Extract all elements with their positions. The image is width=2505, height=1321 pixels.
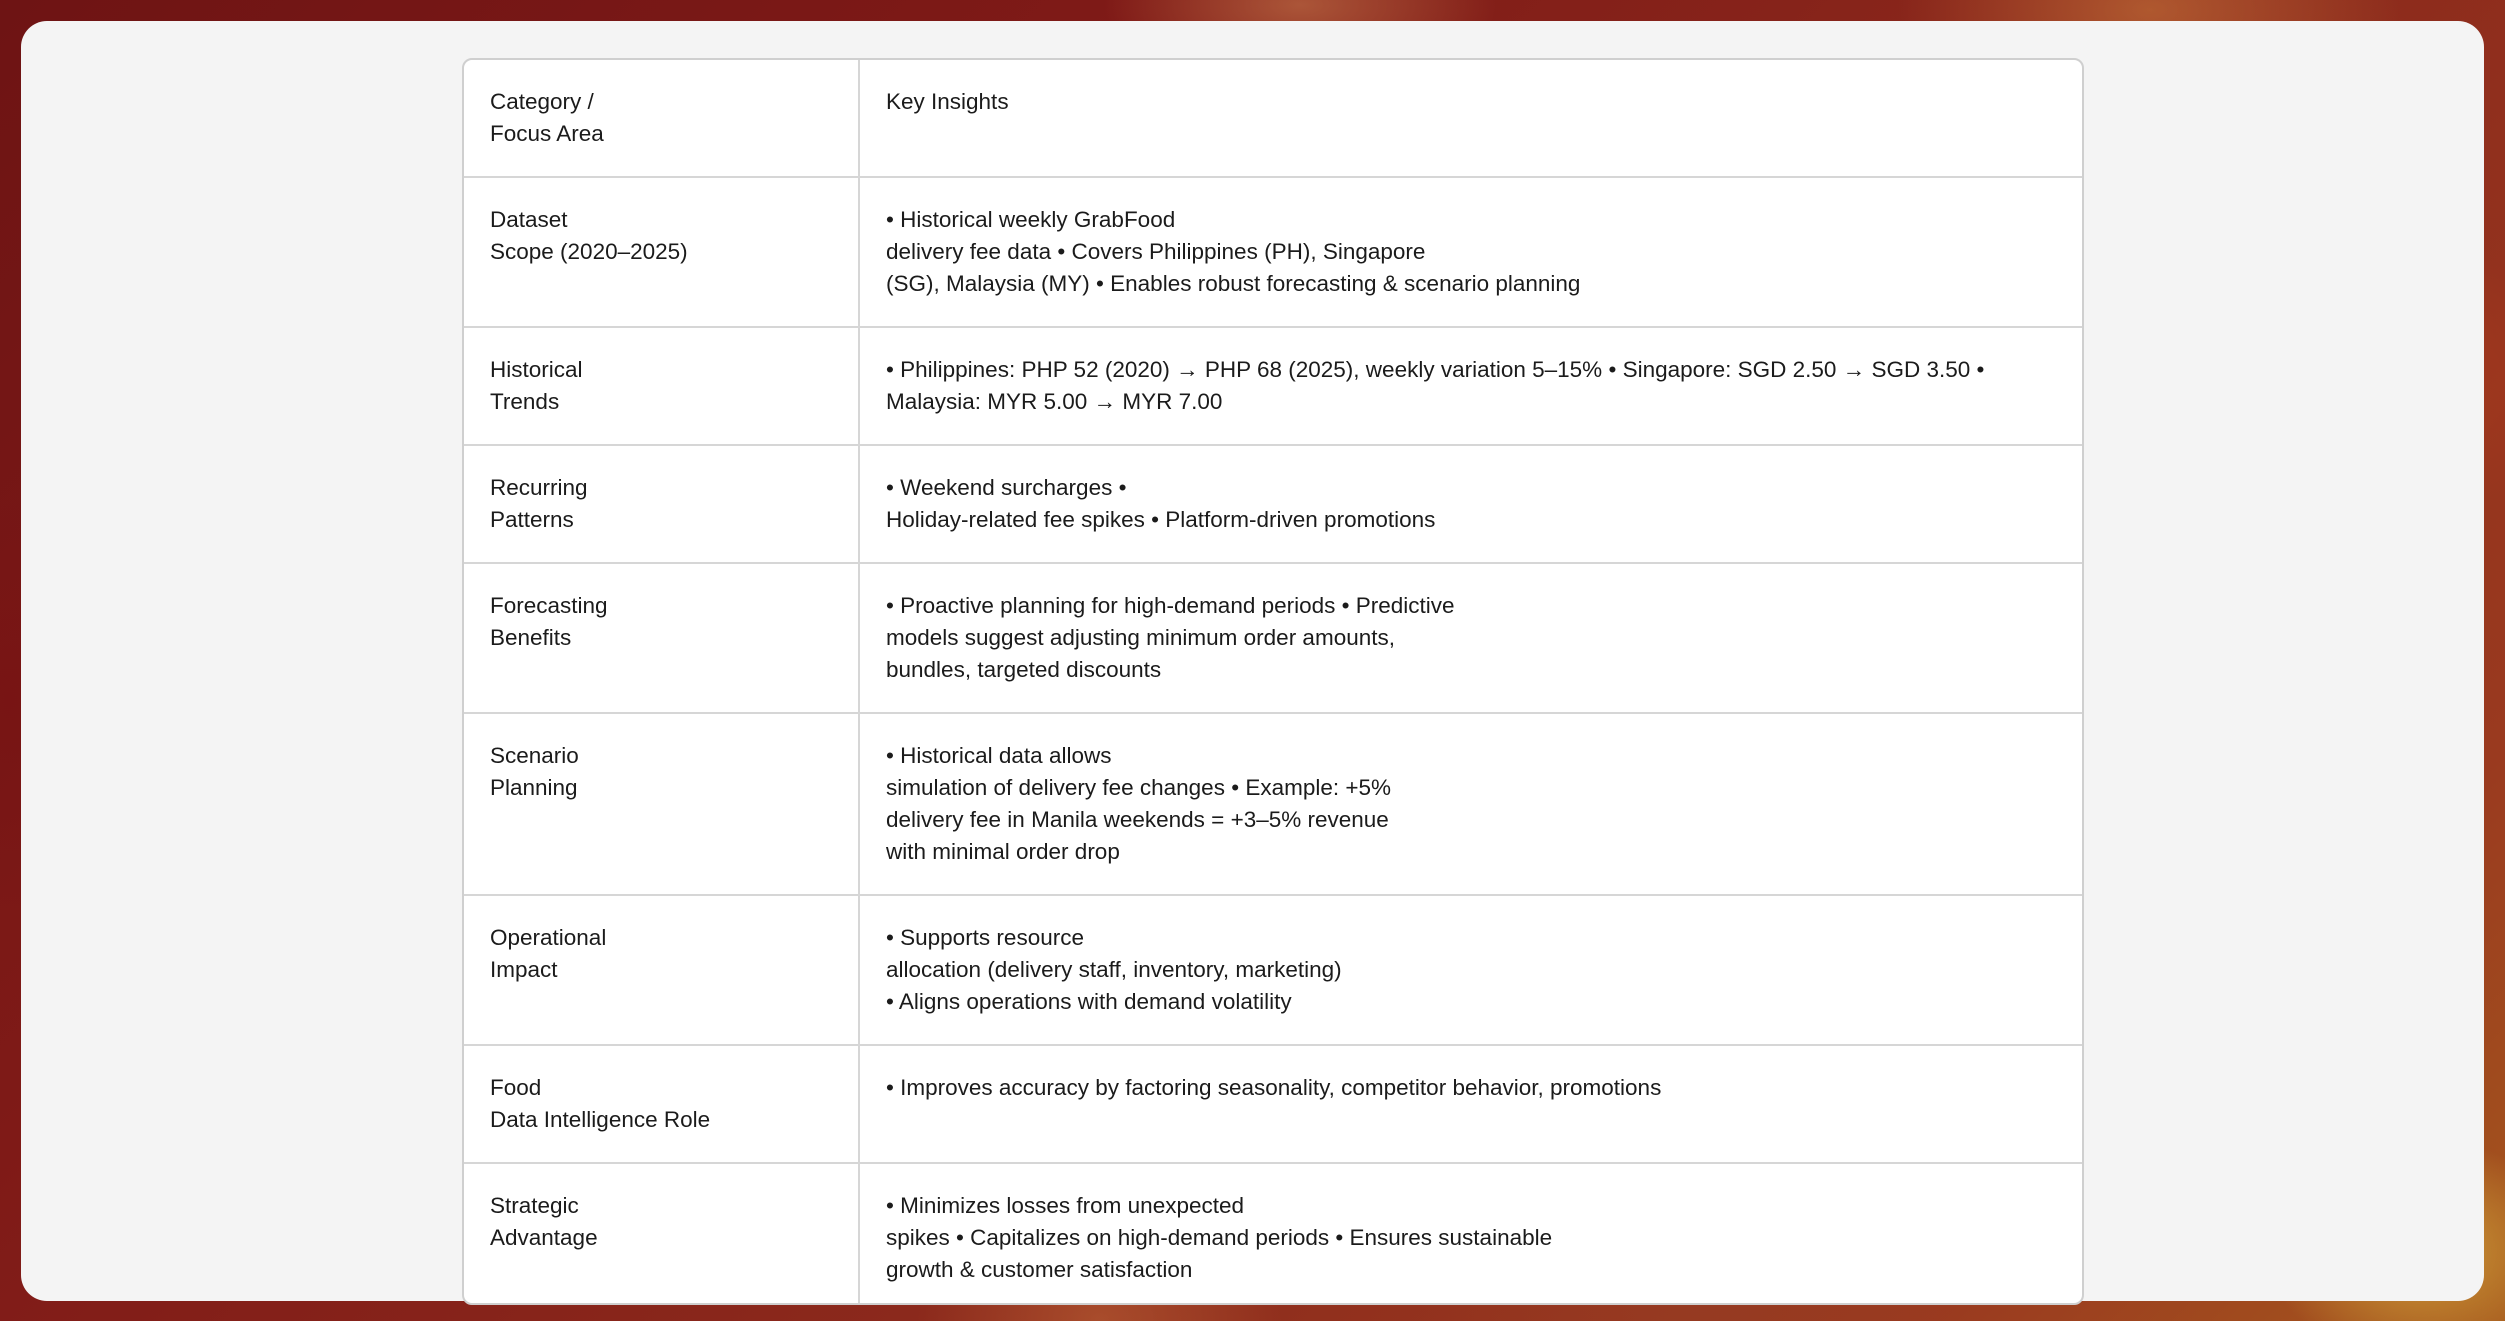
row-category: Operational Impact (464, 895, 859, 1045)
table-row (464, 713, 2082, 895)
table-row (464, 177, 2082, 327)
row-category: Forecasting Benefits (464, 563, 859, 713)
row-insights: • Proactive planning for high-demand periods • Predictive models suggest adjusting minimum order amounts, bundles, targeted discounts (859, 563, 2082, 713)
row-insights: • Minimizes losses from unexpected spikes • Capitalizes on high-demand periods • Ensures sustainable growth & customer satisfaction (886, 1193, 1553, 1282)
row-category: Scenario Planning (464, 713, 859, 895)
content-card (21, 21, 2484, 1301)
row-insights: • Historical data allows simulation of delivery fee changes • Example: +5% delivery fee in Manila weekends = +3–5% revenue with minimal order drop (859, 713, 2082, 895)
row-category: Historical Trends (464, 327, 859, 445)
row-insights: • Philippines: PHP 52 (2020) → PHP 68 (2025), weekly variation 5–15% • Singapore: SGD 2.50 → SGD 3.50 • Malaysia: MYR 5.00 → MYR 7.00 (859, 327, 2082, 445)
row-category: Recurring Patterns (464, 445, 859, 563)
row-category: Dataset Scope (2020–2025) (464, 177, 859, 327)
row-insights: • Historical weekly GrabFood delivery fee data • Covers Philippines (PH), Singapore (SG), Malaysia (MY) • Enables robust forecasting & scenario planning (859, 177, 2082, 327)
table-row (464, 895, 2082, 1045)
insights-table-container (462, 58, 2084, 1305)
table-row (464, 327, 2082, 445)
row-insights: • Supports resource allocation (delivery staff, inventory, marketing) • Aligns operations with demand volatility (859, 895, 2082, 1045)
row-insights: • Weekend surcharges • Holiday-related fee spikes • Platform-driven promotions (859, 445, 2082, 563)
table-row (464, 563, 2082, 713)
header-key-insights: Key Insights (859, 60, 2082, 177)
table-row (464, 1045, 2082, 1163)
table-row (464, 445, 2082, 563)
row-category: Food Data Intelligence Role (464, 1045, 859, 1163)
header-category: Category / Focus Area (464, 60, 859, 177)
row-insights: • Improves accuracy by factoring seasonality, competitor behavior, promotions (859, 1045, 2082, 1163)
table-row (464, 1163, 2082, 1305)
insights-table (464, 60, 2082, 1305)
row-category: Strategic Advantage (464, 1163, 859, 1305)
table-header-row (464, 60, 2082, 177)
